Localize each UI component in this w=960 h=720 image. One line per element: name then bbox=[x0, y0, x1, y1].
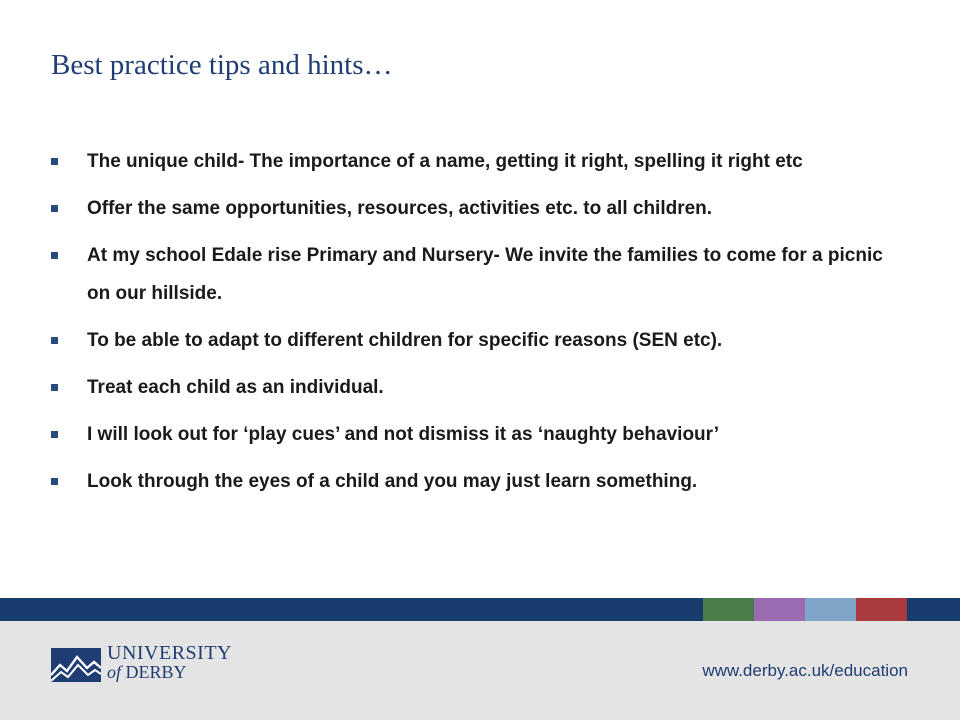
bullet-item bbox=[51, 322, 896, 360]
green-swatch bbox=[703, 598, 754, 621]
bullet-text: Look through the eyes of a child and you may just learn something. bbox=[87, 471, 698, 492]
bullet-item bbox=[51, 237, 896, 313]
bullet-item bbox=[51, 143, 896, 181]
logo-derby-text: DERBY bbox=[125, 662, 187, 682]
bullet-item bbox=[51, 463, 896, 501]
slide-title: Best practice tips and hints… bbox=[51, 49, 393, 81]
bullet-text: At my school Edale rise Primary and Nursery- We invite the families to come for a picnic on our hillside. bbox=[87, 245, 883, 304]
bullet-item bbox=[51, 190, 896, 228]
bullet-text: The unique child- The importance of a name, getting it right, spelling it right etc bbox=[87, 151, 803, 172]
square-bullet-icon bbox=[51, 431, 58, 438]
purple-swatch bbox=[754, 598, 805, 621]
square-bullet-icon bbox=[51, 478, 58, 485]
bullet-text: Offer the same opportunities, resources, activities etc. to all children. bbox=[87, 198, 713, 219]
logo-derby-line bbox=[107, 662, 187, 682]
bullet-text: I will look out for ‘play cues’ and not dismiss it as ‘naughty behaviour’ bbox=[87, 424, 720, 445]
logo-university-text: UNIVERSITY bbox=[107, 642, 232, 664]
square-bullet-icon bbox=[51, 158, 58, 165]
bullet-item bbox=[51, 369, 896, 407]
bullet-item bbox=[51, 416, 896, 454]
mountain-logo-icon bbox=[51, 648, 101, 682]
square-bullet-icon bbox=[51, 337, 58, 344]
logo-of-text: of bbox=[107, 662, 122, 682]
square-bullet-icon bbox=[51, 205, 58, 212]
website-url[interactable]: www.derby.ac.uk/education bbox=[702, 661, 908, 680]
square-bullet-icon bbox=[51, 252, 58, 259]
bullet-text: To be able to adapt to different children for specific reasons (SEN etc). bbox=[87, 330, 723, 351]
bullet-list bbox=[51, 143, 896, 510]
red-swatch bbox=[856, 598, 907, 621]
square-bullet-icon bbox=[51, 384, 58, 391]
light-blue-swatch bbox=[805, 598, 856, 621]
university-of-derby-logo bbox=[51, 642, 232, 686]
bullet-text: Treat each child as an individual. bbox=[87, 377, 384, 398]
